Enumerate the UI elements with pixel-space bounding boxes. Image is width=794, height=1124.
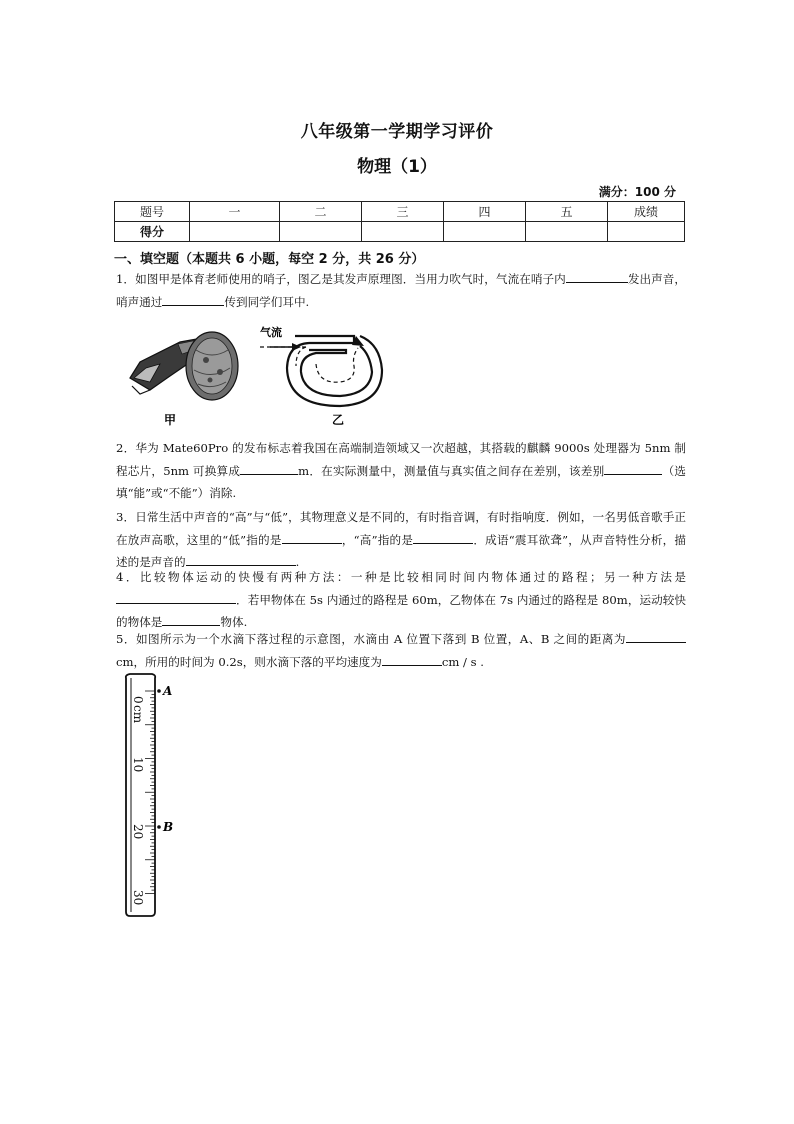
answer-blank[interactable] [566,269,628,283]
point-a-marker [157,689,161,693]
question-text: 传到同学们耳中. [224,294,310,309]
page-subtitle: 物理（1） [357,157,437,177]
score-cell[interactable] [362,222,444,242]
score-header-cell: 五 [526,202,608,222]
score-header-cell: 三 [362,202,444,222]
airflow-label: 气流 [260,326,282,339]
figure-label-jia: 甲 [164,413,177,427]
section-heading: 一、填空题（本题共 6 小题，每空 2 分，共 26 分） [114,252,425,267]
score-cell[interactable] [608,222,685,242]
answer-blank[interactable] [116,590,236,604]
point-b-label: B [163,820,174,834]
question-text: ．成语“震耳欲聋”，从声音特性分析，描述的是声音的 [116,532,687,569]
score-table-header-row [115,202,685,222]
point-b-marker [157,825,161,829]
score-table-row [115,222,685,242]
ruler-tick-label: 0 [131,696,145,704]
question-text: 1．如图甲是体育老师使用的哨子，图乙是其发声原理图．当用力吹气时，气流在哨子内 [116,272,566,286]
question-text: 物体. [220,615,248,629]
ruler-figure [118,672,188,922]
score-header-cell: 二 [280,202,362,222]
score-header-cell: 四 [444,202,526,222]
page-title: 八年级第一学期学习评价 [300,122,494,142]
question-text: 发出声音，哨声通过 [116,272,686,309]
whistle-figure [120,320,420,430]
score-table [114,201,685,242]
score-header-cell: 成绩 [608,202,685,222]
point-a-label: A [163,684,173,698]
answer-blank[interactable] [626,629,686,643]
ruler-unit-label: cm [131,705,145,724]
answer-blank[interactable] [240,461,298,475]
question-text: 2．华为 Mate60Pro 的发布标志着我国在高端制造领域又一次超越，其搭载的麒麟 9000s 处理器为 5nm 制程芯片，5nm 可换算成 [116,441,686,478]
whistle-image [130,332,238,400]
question-2 [116,437,686,505]
question-4 [116,566,686,634]
ruler-tick-label: 20 [131,824,145,840]
ruler-tick-label: 30 [131,890,145,906]
figure-label-yi: 乙 [332,413,345,427]
score-cell[interactable] [444,222,526,242]
question-5 [116,628,686,673]
question-3 [116,506,686,574]
score-cell[interactable] [526,222,608,242]
answer-blank[interactable] [162,292,224,306]
question-text: . [295,555,300,569]
answer-blank[interactable] [282,530,342,544]
whistle-principle-diagram [260,336,382,406]
answer-blank[interactable] [604,461,662,475]
score-cell[interactable] [190,222,280,242]
question-1 [116,268,686,313]
question-text: 5．如图所示为一个水滴下落过程的示意图，水滴由 A 位置下落到 B 位置，A、B 之间的距离为 [116,632,626,646]
score-header-cell: 一 [190,202,280,222]
question-text: cm，所用的时间为 0.2s，则水滴下落的平均速度为 [116,654,382,669]
answer-blank[interactable] [162,612,220,626]
score-cell[interactable] [280,222,362,242]
question-text: m．在实际测量中，测量值与真实值之间存在差别，该差别 [298,463,605,478]
question-text: ，“高”指的是 [341,532,414,547]
question-text: 4．比较物体运动的快慢有两种方法：一种是比较相同时间内物体通过的路程；另一种方法是 [116,570,686,584]
ruler-tick-label: 10 [131,757,145,773]
score-row-label: 得分 [115,222,190,242]
answer-blank[interactable] [413,530,473,544]
score-header-cell: 题号 [115,202,190,222]
question-text: cm / s . [441,654,484,669]
question-text: ．若甲物体在 5s 内通过的路程是 60m，乙物体在 7s 内通过的路程是 80m，运动较快的物体是 [116,592,686,629]
question-text: （选填“能”或“不能”）消除. [116,463,686,500]
full-score: 满分：100 分 [598,185,676,199]
answer-blank[interactable] [382,652,442,666]
question-text: 3．日常生活中声音的“高”与“低”，其物理意义是不同的，有时指音调，有时指响度．例如，一名男低音歌手正在放声高歌，这里的“低”指的是 [116,510,686,547]
answer-blank[interactable] [186,552,296,566]
